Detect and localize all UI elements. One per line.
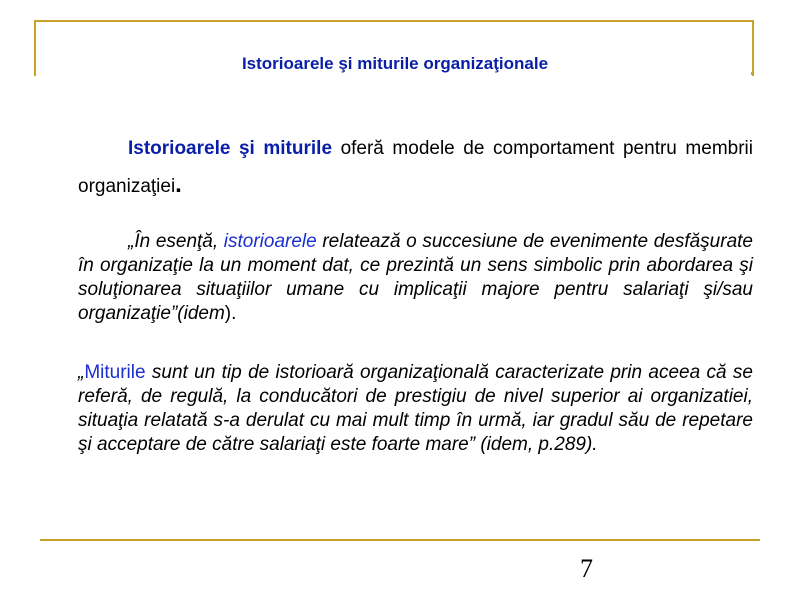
footer-divider: [40, 539, 760, 541]
stories-highlight: istorioarele: [223, 231, 317, 252]
slide-title: Istorioarele şi miturile organizaţionale: [241, 54, 549, 73]
paragraph-stories: [78, 230, 753, 326]
myths-open: „: [78, 362, 85, 383]
myths-highlight: Miturile: [84, 362, 146, 383]
page-number: 7: [580, 554, 593, 583]
intro-highlight: Istorioarele şi miturile: [128, 138, 333, 159]
stories-text: relatează o succesiune de evenimente desfăşurate în organizaţie la un moment dat, ce prezintă un sens simbolic prin abordarea şi soluţionarea situaţiilor umane cu implicaţii majore pentru salariaţi şi/sau organizaţie”(: [78, 231, 753, 324]
paragraph-intro: [78, 131, 753, 205]
stories-open: „În esenţă,: [128, 231, 224, 252]
paragraph-myths: [78, 361, 753, 457]
frame-top-border: [34, 20, 754, 22]
stories-close: ).: [224, 303, 237, 324]
intro-end: .: [175, 171, 182, 198]
stories-ref: idem: [183, 303, 225, 324]
intro-text: oferă modele de comportament pentru membrii organizaţiei: [78, 138, 753, 197]
myths-text: sunt un tip de istorioară organizaţională caracterizate prin aceea că se referă, de regulă, la conducători de prestigiu de nivel superior ai organizatiei, situaţia relatată s-a derulat cu mai mult timp în urmă, iar gradul său de repetare şi acceptare de către salariaţi este foarte mare” (idem, p.289).: [78, 362, 753, 455]
